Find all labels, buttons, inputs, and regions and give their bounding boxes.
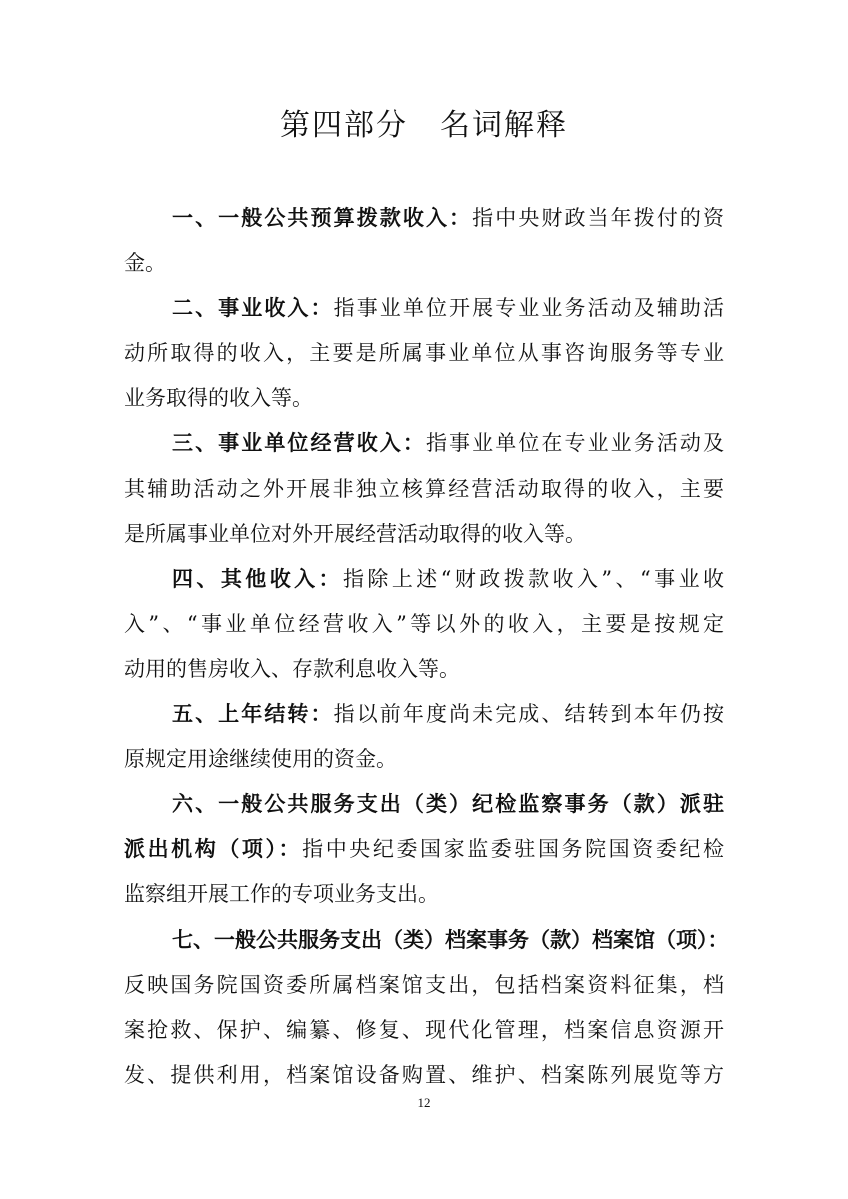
page-title: 第四部分 名词解释 xyxy=(280,108,568,143)
paragraph-line xyxy=(124,196,724,241)
paragraph-line xyxy=(124,872,724,917)
term-label: 六、一般公共服务支出（类）纪检监察事务（款）派驻 xyxy=(172,792,724,817)
definition-text: 入”、“事业单位经营收入”等以外的收入，主要是按规定 xyxy=(124,611,724,636)
definition-text: 动所取得的收入，主要是所属事业单位从事咨询服务等专业 xyxy=(124,341,724,366)
term-label: 五、上年结转： xyxy=(172,702,334,727)
paragraph-line xyxy=(124,827,724,872)
paragraph-line xyxy=(124,1008,724,1053)
document-body xyxy=(124,196,729,1098)
definition-text: 指以前年度尚未完成、结转到本年仍按 xyxy=(333,702,724,727)
definition-text: 动用的售房收入、存款利息收入等。 xyxy=(124,656,460,681)
term-label: 二、事业收入： xyxy=(172,296,334,321)
paragraph-line xyxy=(124,963,724,1008)
paragraph-line xyxy=(124,692,724,737)
paragraph-line xyxy=(124,241,724,286)
paragraph-line xyxy=(124,737,724,782)
paragraph-line xyxy=(124,602,724,647)
paragraph-line xyxy=(124,918,729,963)
paragraph-line xyxy=(124,512,724,557)
definition-text: 案抢救、保护、编纂、修复、现代化管理，档案信息资源开 xyxy=(124,1017,724,1042)
definition-text: 指中央财政当年拨付的资 xyxy=(472,206,725,230)
definition-text: 指事业单位开展专业业务活动及辅助活 xyxy=(333,296,724,321)
definition-text: 业务取得的收入等。 xyxy=(124,386,313,411)
paragraph-line xyxy=(124,376,724,421)
definition-text: 原规定用途继续使用的资金。 xyxy=(124,747,397,772)
paragraph-line xyxy=(124,331,724,376)
term-label: 一、一般公共预算拨款收入： xyxy=(172,206,473,230)
definition-text: 反映国务院国资委所属档案馆支出，包括档案资料征集，档 xyxy=(124,972,724,997)
definition-text: 发、提供利用，档案馆设备购置、维护、档案陈列展览等方 xyxy=(124,1062,724,1087)
paragraph-line xyxy=(124,782,724,827)
paragraph-line xyxy=(124,286,724,331)
term-label: 三、事业单位经营收入： xyxy=(172,431,426,456)
paragraph-line xyxy=(124,647,724,692)
paragraph-line xyxy=(124,557,724,602)
definition-text: 指除上述“财政拨款收入”、“事业收 xyxy=(342,566,724,591)
definition-text: 是所属事业单位对外开展经营活动取得的收入等。 xyxy=(124,521,586,546)
paragraph-line xyxy=(124,421,724,466)
definition-text: 监察组开展工作的专项业务支出。 xyxy=(124,882,439,907)
definition-text: 指中央纪委国家监委驻国务院国资委纪检 xyxy=(302,837,724,862)
definition-text: 金。 xyxy=(124,251,166,276)
paragraph-line xyxy=(124,467,724,512)
definition-text: 指事业单位在专业业务活动及 xyxy=(425,431,725,456)
definition-text: 其辅助活动之外开展非独立核算经营活动取得的收入，主要 xyxy=(124,476,724,501)
term-label: 派出机构（项）： xyxy=(124,837,303,862)
paragraph-line xyxy=(124,1053,724,1098)
term-label: 七、一般公共服务支出（类）档案事务（款）档案馆（项）： xyxy=(172,927,729,952)
term-label: 四、其他收入： xyxy=(172,566,343,591)
page-number: 12 xyxy=(417,1095,431,1110)
